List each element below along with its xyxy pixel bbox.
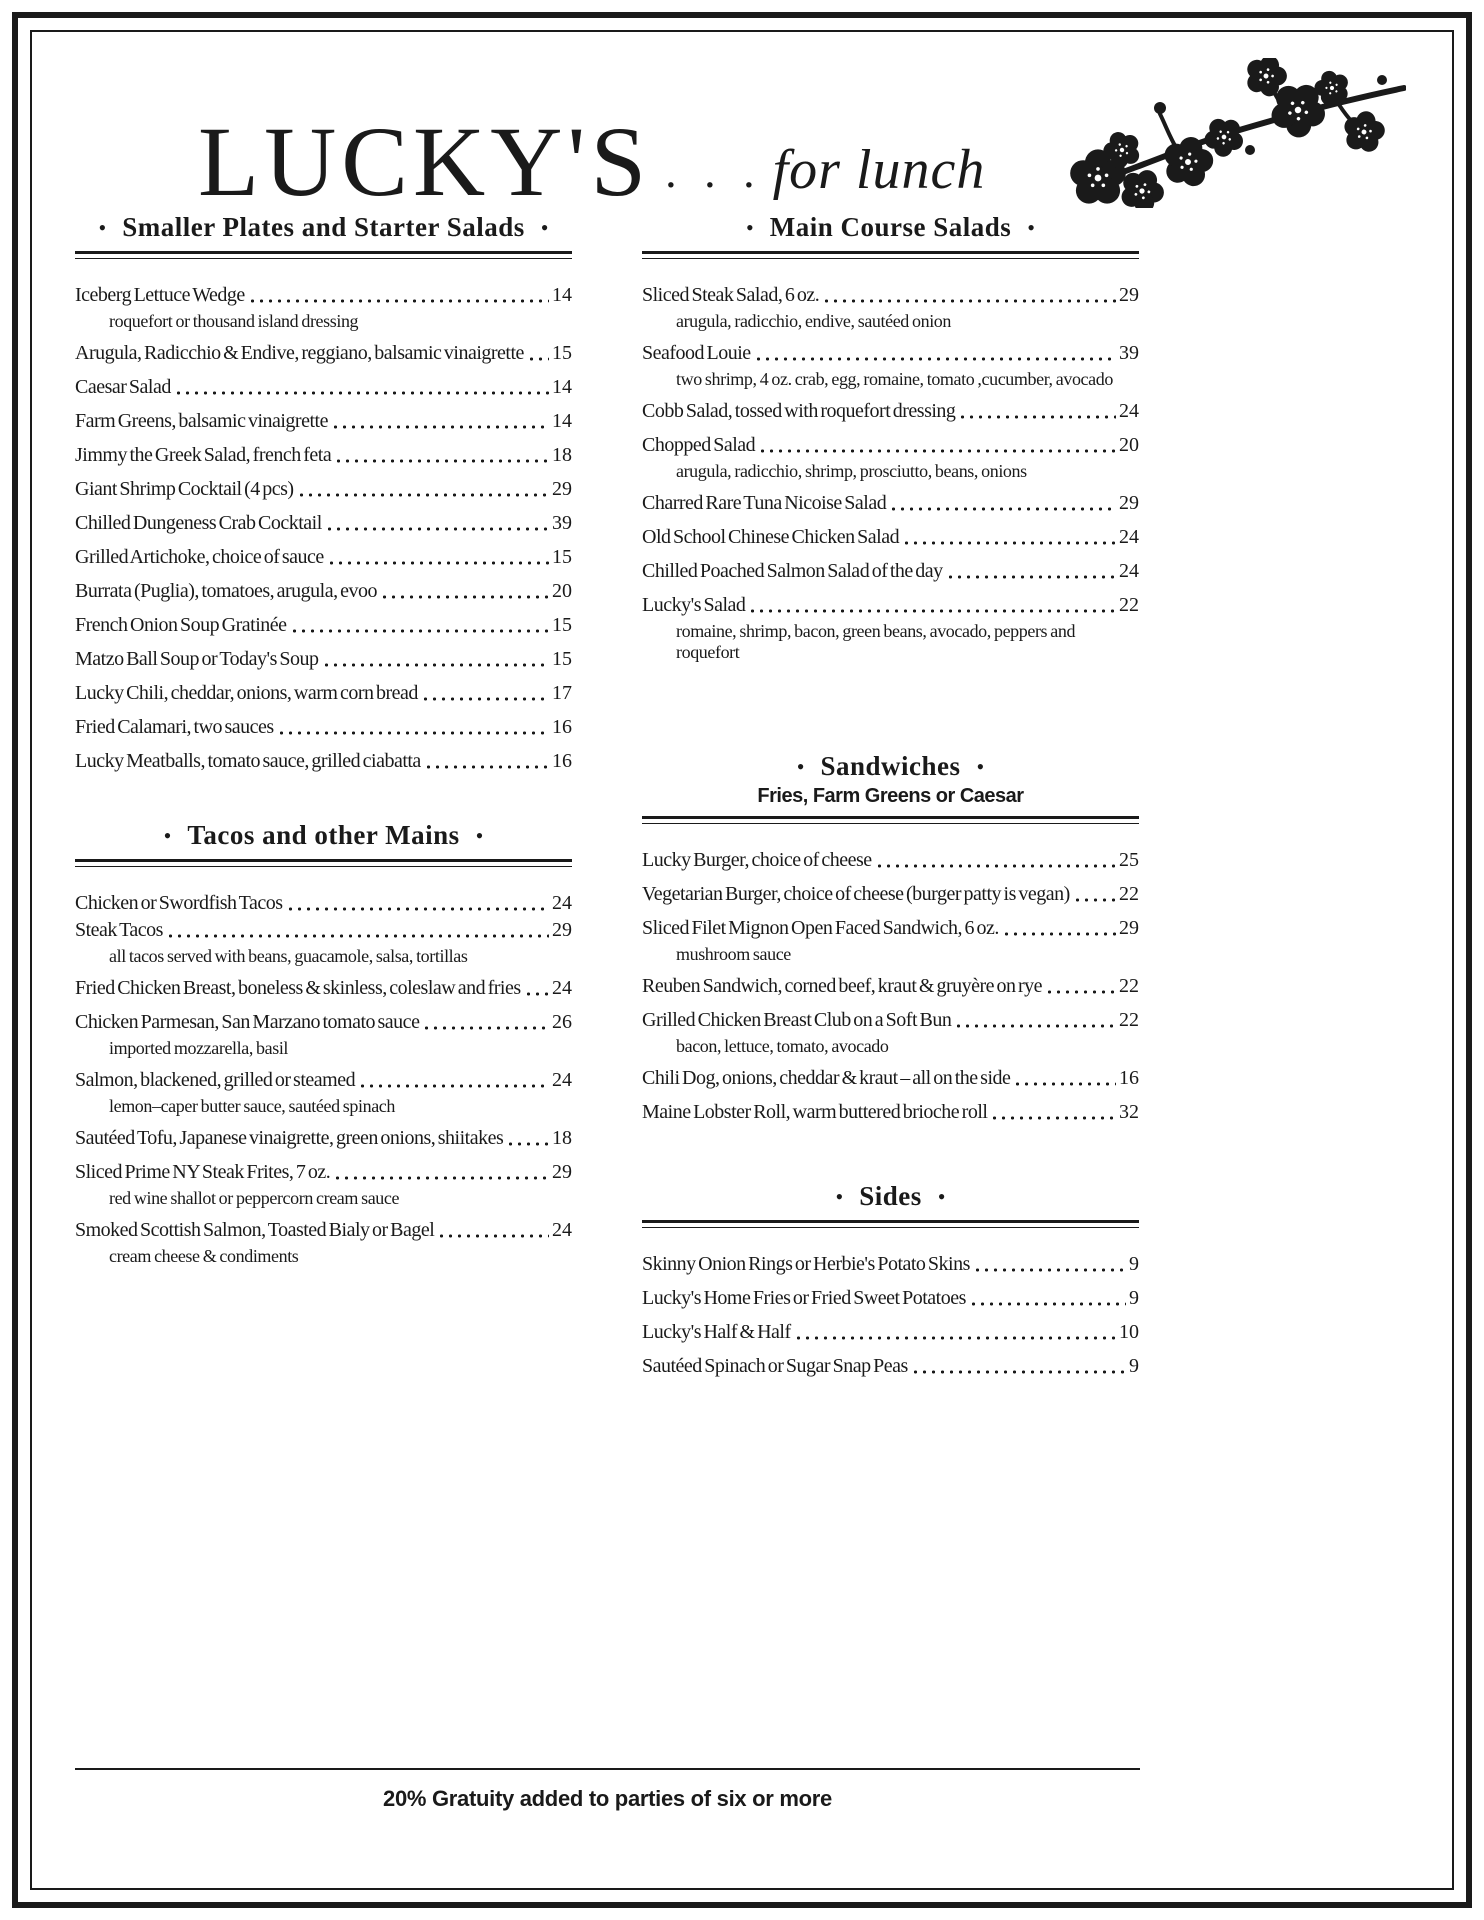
menu-section bbox=[75, 212, 572, 774]
item-name: Fried Calamari, two sauces bbox=[75, 716, 274, 738]
menu-item bbox=[75, 375, 572, 400]
item-name: French Onion Soup Gratinée bbox=[75, 614, 287, 636]
menu-item-row bbox=[75, 1068, 572, 1093]
item-name: Cobb Salad, tossed with roquefort dressing bbox=[642, 400, 956, 422]
bullet-icon: • bbox=[163, 822, 172, 848]
item-price: 22 bbox=[1119, 594, 1139, 616]
section-divider bbox=[75, 251, 572, 259]
item-name: Sautéed Tofu, Japanese vinaigrette, green onions, shiitakes bbox=[75, 1127, 504, 1149]
menu-item bbox=[75, 545, 572, 570]
bullet-icon: • bbox=[835, 1183, 844, 1209]
item-description: bacon, lettuce, tomato, avocado bbox=[676, 1036, 889, 1056]
menu-item-row bbox=[642, 882, 1139, 907]
menu-item-row bbox=[75, 749, 572, 774]
item-price: 24 bbox=[552, 892, 572, 914]
item-price: 22 bbox=[1119, 975, 1139, 997]
dot-leader bbox=[290, 618, 549, 638]
item-price: 32 bbox=[1119, 1101, 1139, 1123]
dot-leader bbox=[794, 1325, 1116, 1345]
menu-item-row bbox=[642, 916, 1139, 941]
dot-leader bbox=[748, 598, 1116, 618]
item-price: 9 bbox=[1129, 1253, 1139, 1275]
dot-leader bbox=[758, 438, 1116, 458]
item-price: 24 bbox=[552, 1219, 572, 1241]
menu-item-row bbox=[75, 681, 572, 706]
item-name: Chicken Parmesan, San Marzano tomato sauce bbox=[75, 1011, 420, 1033]
menu-item bbox=[642, 433, 1139, 482]
footer-note: 20% Gratuity added to parties of six or more bbox=[383, 1786, 832, 1811]
section-items bbox=[642, 1252, 1139, 1379]
dot-leader bbox=[334, 448, 549, 468]
menu-item bbox=[75, 613, 572, 638]
item-price: 20 bbox=[1119, 434, 1139, 456]
menu-item-row bbox=[75, 1126, 572, 1151]
menu-item-row bbox=[75, 918, 572, 943]
dot-leader bbox=[911, 1359, 1126, 1379]
footer-divider bbox=[75, 1768, 1140, 1770]
menu-item bbox=[642, 593, 1139, 663]
item-price: 29 bbox=[552, 1161, 572, 1183]
menu-item-row bbox=[642, 1100, 1139, 1125]
dot-leader bbox=[1013, 1071, 1116, 1091]
section-items bbox=[642, 848, 1139, 1125]
menu-item bbox=[75, 579, 572, 604]
menu-item-row bbox=[642, 1008, 1139, 1033]
section-title: Sandwiches bbox=[820, 751, 961, 781]
section-heading-row bbox=[75, 212, 572, 243]
item-price: 15 bbox=[552, 648, 572, 670]
item-name: Chopped Salad bbox=[642, 434, 756, 456]
section-divider bbox=[642, 816, 1139, 824]
dot-leader bbox=[422, 1015, 549, 1035]
menu-section bbox=[75, 820, 572, 1267]
menu-item-row bbox=[642, 1252, 1139, 1277]
dot-leader bbox=[973, 1257, 1126, 1277]
dot-leader bbox=[297, 482, 549, 502]
menu-item-row bbox=[75, 647, 572, 672]
dot-leader bbox=[946, 564, 1116, 584]
dot-leader bbox=[286, 896, 549, 916]
item-name: Sliced Filet Mignon Open Faced Sandwich, 6 oz. bbox=[642, 917, 999, 939]
item-price: 14 bbox=[552, 376, 572, 398]
title-ellipsis: . . . bbox=[665, 146, 763, 197]
dot-leader bbox=[1045, 979, 1116, 999]
item-name: Seafood Louie bbox=[642, 342, 751, 364]
menu-item bbox=[75, 477, 572, 502]
menu-item-row bbox=[642, 1286, 1139, 1311]
item-price: 29 bbox=[552, 919, 572, 941]
menu-item bbox=[75, 715, 572, 740]
item-name: Old School Chinese Chicken Salad bbox=[642, 526, 900, 548]
bullet-icon: • bbox=[746, 214, 754, 240]
menu-item-row bbox=[75, 976, 572, 1001]
item-description: cream cheese & condiments bbox=[109, 1246, 299, 1266]
menu-item-row bbox=[642, 559, 1139, 584]
item-description: arugula, radicchio, endive, sautéed onion bbox=[676, 311, 951, 331]
bullet-icon: • bbox=[540, 214, 549, 240]
item-price: 15 bbox=[552, 546, 572, 568]
menu-item-row bbox=[75, 715, 572, 740]
item-name: Chilled Poached Salmon Salad of the day bbox=[642, 560, 943, 582]
item-name: Reuben Sandwich, corned beef, kraut & gruyère on rye bbox=[642, 975, 1043, 997]
item-price: 29 bbox=[552, 478, 572, 500]
menu-item bbox=[75, 1010, 572, 1059]
item-price: 15 bbox=[552, 614, 572, 636]
item-price: 22 bbox=[1119, 883, 1139, 905]
item-name: Caesar Salad bbox=[75, 376, 171, 398]
menu-item bbox=[642, 916, 1139, 965]
dot-leader bbox=[506, 1131, 549, 1151]
item-price: 29 bbox=[1119, 284, 1139, 306]
item-price: 17 bbox=[552, 682, 572, 704]
section-items bbox=[75, 891, 572, 1267]
menu-item bbox=[75, 511, 572, 536]
item-price: 26 bbox=[552, 1011, 572, 1033]
item-price: 22 bbox=[1119, 1009, 1139, 1031]
dot-leader bbox=[969, 1291, 1126, 1311]
item-name: Lucky Meatballs, tomato sauce, grilled ciabatta bbox=[75, 750, 421, 772]
item-price: 10 bbox=[1119, 1321, 1139, 1343]
menu-item bbox=[642, 882, 1139, 907]
item-name: Chicken or Swordfish Tacos bbox=[75, 892, 283, 914]
item-price: 14 bbox=[552, 410, 572, 432]
bullet-icon: • bbox=[475, 822, 484, 848]
dot-leader bbox=[166, 923, 549, 943]
item-name: Lucky's Salad bbox=[642, 594, 746, 616]
dot-leader bbox=[527, 346, 549, 366]
item-name: Sautéed Spinach or Sugar Snap Peas bbox=[642, 1355, 908, 1377]
menu-section bbox=[642, 751, 1139, 1125]
dot-leader bbox=[990, 1105, 1116, 1125]
menu-title: LUCKY'S bbox=[198, 106, 652, 217]
item-price: 25 bbox=[1119, 849, 1139, 871]
item-name: Grilled Artichoke, choice of sauce bbox=[75, 546, 324, 568]
menu-item bbox=[642, 1008, 1139, 1057]
item-name: Salmon, blackened, grilled or steamed bbox=[75, 1069, 356, 1091]
menu-item bbox=[75, 891, 572, 916]
menu-item bbox=[75, 341, 572, 366]
menu-item-row bbox=[642, 433, 1139, 458]
dot-leader bbox=[331, 414, 549, 434]
menu-section bbox=[642, 212, 1139, 663]
dot-leader bbox=[1002, 921, 1116, 941]
item-price: 15 bbox=[552, 342, 572, 364]
menu-item-row bbox=[75, 613, 572, 638]
menu-item-row bbox=[642, 491, 1139, 516]
bullet-icon: • bbox=[796, 753, 805, 779]
dot-leader bbox=[277, 720, 549, 740]
dot-leader bbox=[421, 686, 549, 706]
menu-body bbox=[75, 212, 1140, 1388]
dot-leader bbox=[958, 404, 1116, 424]
item-price: 9 bbox=[1129, 1355, 1139, 1377]
menu-item-row bbox=[75, 511, 572, 536]
item-name: Chili Dog, onions, cheddar & kraut – all on the side bbox=[642, 1067, 1011, 1089]
dot-leader bbox=[822, 288, 1116, 308]
dot-leader bbox=[358, 1073, 549, 1093]
dot-leader bbox=[954, 1013, 1116, 1033]
item-price: 24 bbox=[1119, 400, 1139, 422]
menu-item bbox=[642, 283, 1139, 332]
menu-item-row bbox=[75, 375, 572, 400]
dot-leader bbox=[380, 584, 549, 604]
section-subtitle: Fries, Farm Greens or Caesar bbox=[757, 785, 1024, 807]
dot-leader bbox=[424, 754, 549, 774]
section-heading-row bbox=[642, 751, 1139, 782]
menu-item bbox=[642, 399, 1139, 424]
section-items bbox=[75, 283, 572, 774]
dot-leader bbox=[524, 981, 549, 1001]
menu-item bbox=[75, 918, 572, 967]
section-title: Tacos and other Mains bbox=[187, 820, 460, 850]
menu-item bbox=[642, 525, 1139, 550]
item-name: Lucky Burger, choice of cheese bbox=[642, 849, 872, 871]
item-name: Sliced Prime NY Steak Frites, 7 oz. bbox=[75, 1161, 331, 1183]
menu-item bbox=[642, 341, 1139, 390]
dot-leader bbox=[248, 288, 549, 308]
menu-item bbox=[75, 976, 572, 1001]
menu-item-row bbox=[642, 341, 1139, 366]
item-name: Grilled Chicken Breast Club on a Soft Bun bbox=[642, 1009, 952, 1031]
item-price: 24 bbox=[552, 1069, 572, 1091]
bullet-icon: • bbox=[937, 1183, 946, 1209]
item-description: two shrimp, 4 oz. crab, egg, romaine, tomato ,cucumber, avocado bbox=[676, 369, 1113, 389]
menu-item-row bbox=[642, 1354, 1139, 1379]
section-items bbox=[642, 283, 1139, 663]
menu-item-row bbox=[75, 1010, 572, 1035]
item-price: 24 bbox=[552, 977, 572, 999]
item-name: Sliced Steak Salad, 6 oz. bbox=[642, 284, 820, 306]
menu-item bbox=[75, 749, 572, 774]
item-name: Matzo Ball Soup or Today's Soup bbox=[75, 648, 319, 670]
menu-item bbox=[75, 647, 572, 672]
menu-item bbox=[75, 1160, 572, 1209]
menu-item-row bbox=[75, 283, 572, 308]
item-name: Iceberg Lettuce Wedge bbox=[75, 284, 245, 306]
menu-section bbox=[642, 1181, 1139, 1379]
section-heading-row bbox=[642, 212, 1139, 243]
item-price: 16 bbox=[1119, 1067, 1139, 1089]
dot-leader bbox=[1073, 887, 1116, 907]
dot-leader bbox=[754, 346, 1116, 366]
item-description: mushroom sauce bbox=[676, 944, 791, 964]
section-divider bbox=[75, 859, 572, 867]
item-price: 14 bbox=[552, 284, 572, 306]
menu-item-row bbox=[642, 593, 1139, 618]
menu-item-row bbox=[75, 341, 572, 366]
dot-leader bbox=[437, 1223, 549, 1243]
item-price: 39 bbox=[1119, 342, 1139, 364]
menu-item bbox=[75, 681, 572, 706]
section-title: Smaller Plates and Starter Salads bbox=[122, 212, 525, 242]
item-name: Farm Greens, balsamic vinaigrette bbox=[75, 410, 328, 432]
item-description: romaine, shrimp, bacon, green beans, avocado, peppers and roquefort bbox=[676, 621, 1076, 662]
dot-leader bbox=[174, 380, 549, 400]
item-description: all tacos served with beans, guacamole, salsa, tortillas bbox=[109, 946, 468, 966]
menu-item bbox=[642, 1066, 1139, 1091]
menu-item bbox=[642, 974, 1139, 999]
menu-item-row bbox=[642, 848, 1139, 873]
item-price: 39 bbox=[552, 512, 572, 534]
menu-item-row bbox=[75, 443, 572, 468]
item-description: red wine shallot or peppercorn cream sauce bbox=[109, 1188, 400, 1208]
menu-item-row bbox=[75, 579, 572, 604]
dot-leader bbox=[889, 496, 1116, 516]
item-name: Charred Rare Tuna Nicoise Salad bbox=[642, 492, 887, 514]
menu-item bbox=[75, 409, 572, 434]
item-price: 24 bbox=[1119, 526, 1139, 548]
menu-item bbox=[75, 443, 572, 468]
item-description: imported mozzarella, basil bbox=[109, 1038, 289, 1058]
menu-item-row bbox=[642, 974, 1139, 999]
item-name: Vegetarian Burger, choice of cheese (burger patty is vegan) bbox=[642, 883, 1070, 905]
menu-subtitle: for lunch bbox=[772, 139, 986, 201]
dot-leader bbox=[322, 652, 549, 672]
section-title: Sides bbox=[859, 1181, 922, 1211]
menu-item-row bbox=[642, 1066, 1139, 1091]
item-price: 29 bbox=[1119, 492, 1139, 514]
section-divider bbox=[642, 1220, 1139, 1228]
menu-header bbox=[198, 58, 1406, 217]
menu-item-row bbox=[642, 283, 1139, 308]
dot-leader bbox=[333, 1165, 549, 1185]
section-title: Main Course Salads bbox=[769, 212, 1012, 242]
menu-item bbox=[75, 283, 572, 332]
item-name: Burrata (Puglia), tomatoes, arugula, evoo bbox=[75, 580, 377, 602]
item-description: lemon–caper butter sauce, sautéed spinach bbox=[109, 1096, 395, 1116]
item-name: Giant Shrimp Cocktail (4 pcs) bbox=[75, 478, 294, 500]
item-name: Jimmy the Greek Salad, french feta bbox=[75, 444, 332, 466]
menu-item bbox=[75, 1068, 572, 1117]
menu-item-row bbox=[75, 409, 572, 434]
item-description: roquefort or thousand island dressing bbox=[109, 311, 359, 331]
item-price: 20 bbox=[552, 580, 572, 602]
item-name: Arugula, Radicchio & Endive, reggiano, balsamic vinaigrette bbox=[75, 342, 524, 364]
menu-item bbox=[642, 1354, 1139, 1379]
dot-leader bbox=[325, 516, 549, 536]
item-name: Lucky Chili, cheddar, onions, warm corn bread bbox=[75, 682, 418, 704]
menu-item bbox=[642, 559, 1139, 584]
bullet-icon: • bbox=[98, 214, 107, 240]
menu-item-row bbox=[75, 1160, 572, 1185]
item-price: 9 bbox=[1129, 1287, 1139, 1309]
item-price: 24 bbox=[1119, 560, 1139, 582]
dot-leader bbox=[902, 530, 1116, 550]
menu-item bbox=[642, 1252, 1139, 1277]
menu-item bbox=[642, 491, 1139, 516]
menu-item-row bbox=[642, 525, 1139, 550]
menu-item-row bbox=[642, 1320, 1139, 1345]
section-heading-row bbox=[642, 1181, 1139, 1212]
menu-item-row bbox=[75, 891, 572, 916]
item-price: 29 bbox=[1119, 917, 1139, 939]
section-heading-row bbox=[75, 820, 572, 851]
cherry-blossom-branch-icon bbox=[1026, 58, 1406, 208]
item-price: 18 bbox=[552, 444, 572, 466]
item-name: Smoked Scottish Salmon, Toasted Bialy or Bagel bbox=[75, 1219, 435, 1241]
item-name: Chilled Dungeness Crab Cocktail bbox=[75, 512, 322, 534]
item-name: Fried Chicken Breast, boneless & skinless, coleslaw and fries bbox=[75, 977, 521, 999]
item-price: 18 bbox=[552, 1127, 572, 1149]
dot-leader bbox=[875, 853, 1116, 873]
item-name: Maine Lobster Roll, warm buttered brioche roll bbox=[642, 1101, 988, 1123]
dot-leader bbox=[327, 550, 549, 570]
menu-item bbox=[642, 1286, 1139, 1311]
menu-item-row bbox=[75, 477, 572, 502]
menu-item bbox=[642, 848, 1139, 873]
bullet-icon: • bbox=[976, 753, 985, 779]
item-name: Steak Tacos bbox=[75, 919, 163, 941]
section-divider bbox=[642, 251, 1139, 259]
menu-item-row bbox=[75, 1218, 572, 1243]
menu-item bbox=[75, 1218, 572, 1267]
menu-item-row bbox=[642, 399, 1139, 424]
item-description: arugula, radicchio, shrimp, prosciutto, beans, onions bbox=[676, 461, 1027, 481]
menu-item bbox=[642, 1100, 1139, 1125]
item-name: Skinny Onion Rings or Herbie's Potato Skins bbox=[642, 1253, 970, 1275]
item-name: Lucky's Half & Half bbox=[642, 1321, 791, 1343]
menu-item-row bbox=[75, 545, 572, 570]
left-column bbox=[75, 212, 572, 1388]
item-price: 16 bbox=[552, 750, 572, 772]
bullet-icon: • bbox=[1027, 214, 1035, 240]
item-price: 16 bbox=[552, 716, 572, 738]
item-name: Lucky's Home Fries or Fried Sweet Potatoes bbox=[642, 1287, 966, 1309]
menu-item bbox=[75, 1126, 572, 1151]
right-column bbox=[642, 212, 1139, 1388]
menu-item bbox=[642, 1320, 1139, 1345]
